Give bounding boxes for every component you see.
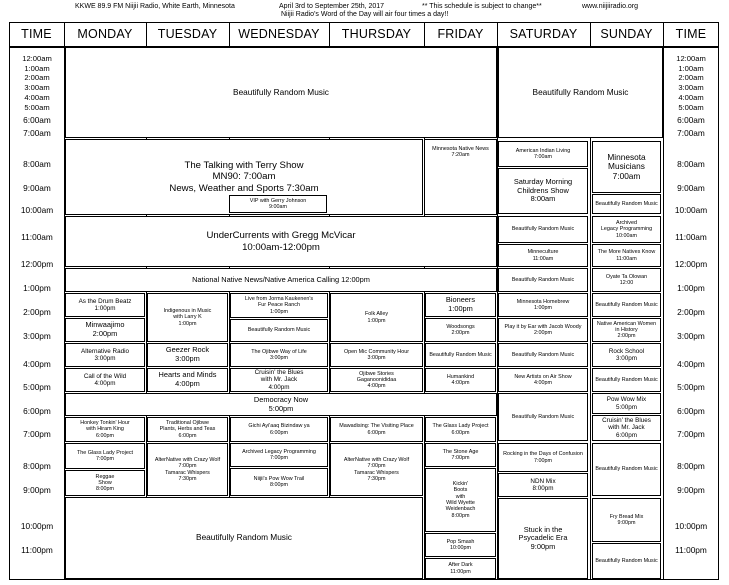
time-label-left: 7:00pm xyxy=(23,429,51,439)
program-text-line: 4:00pm xyxy=(451,380,470,386)
program-text-line: 8:00pm xyxy=(270,482,288,488)
program-block[interactable] xyxy=(147,443,228,496)
program-text-line: Beautifully Random Music xyxy=(595,200,658,207)
website[interactable]: www.niijiiradio.org xyxy=(582,3,639,10)
time-label-right: 9:00pm xyxy=(677,485,705,495)
program-text-line: Live from Jorma Kaukenen's xyxy=(244,296,314,303)
program-text-line: 4:00pm xyxy=(268,383,290,391)
time-label-right: 1:00pm xyxy=(677,283,705,293)
program-text-line: 2:00pm xyxy=(617,333,636,340)
program-block[interactable] xyxy=(425,343,496,367)
col-header-saturday: SATURDAY xyxy=(509,27,578,41)
program-block[interactable] xyxy=(498,473,588,497)
program-text-line: 9:00pm xyxy=(617,520,636,526)
time-label-right: 11:00pm xyxy=(675,545,707,555)
col-header-sunday: SUNDAY xyxy=(600,27,653,41)
program-text-line: Democracy Now xyxy=(253,394,309,404)
program-block[interactable] xyxy=(592,318,661,342)
program-block[interactable] xyxy=(230,343,328,367)
program-text-line: National Native News/Native America Calling 12:00pm xyxy=(192,274,370,284)
program-block[interactable] xyxy=(425,443,496,467)
program-block[interactable] xyxy=(592,293,661,317)
program-block[interactable] xyxy=(230,319,328,342)
program-text-line: Folk Alley xyxy=(364,311,389,318)
program-block[interactable] xyxy=(425,293,496,317)
program-block[interactable] xyxy=(425,468,496,532)
program-text-line: Mawadising: The Visiting Place xyxy=(339,423,414,430)
program-text-line: 1:00pm xyxy=(534,305,552,311)
program-block[interactable] xyxy=(592,343,661,367)
program-text-line: 3:00pm xyxy=(367,355,386,361)
program-text-line: Beautifully Random Music xyxy=(511,226,575,233)
program-block[interactable] xyxy=(498,318,588,342)
program-text-line: 6:00pm xyxy=(451,429,470,436)
program-text-line: Oyate Ta Olowan xyxy=(605,273,648,280)
program-block[interactable] xyxy=(592,141,661,193)
time-label-left: 1:00pm xyxy=(23,283,51,293)
time-label-right: 9:00am xyxy=(677,183,705,193)
program-block[interactable] xyxy=(65,368,145,392)
program-block[interactable] xyxy=(498,168,588,214)
program-block[interactable] xyxy=(65,497,423,579)
program-block[interactable] xyxy=(65,293,145,317)
program-block[interactable] xyxy=(498,498,588,579)
time-label-left: 5:00am xyxy=(24,103,50,112)
program-block[interactable] xyxy=(425,533,496,557)
program-text-line: Fry Bread Mix xyxy=(609,513,644,520)
time-label-right: 11:00am xyxy=(675,232,707,242)
time-label-left: 5:00pm xyxy=(23,382,51,392)
time-label-left: 3:00am xyxy=(24,83,50,92)
program-text-line: Gaganoonididaa xyxy=(356,376,397,383)
program-text-line: Indigenous in Music xyxy=(163,308,212,315)
program-text-line: 7:00pm xyxy=(270,455,288,461)
program-text-line: Beautifully Random Music xyxy=(247,327,311,334)
program-block[interactable] xyxy=(65,443,145,469)
time-label-left: 2:00am xyxy=(24,73,50,82)
program-text-line: 8:00pm xyxy=(96,486,114,493)
time-label-right: 6:00pm xyxy=(677,406,705,416)
program-block[interactable] xyxy=(230,293,328,318)
col-header-tuesday: TUESDAY xyxy=(157,27,218,41)
program-block[interactable] xyxy=(592,194,661,214)
time-label-right: 3:00am xyxy=(678,83,704,92)
col-header-friday: FRIDAY xyxy=(437,27,484,41)
program-text-line: 7:00pm xyxy=(534,457,552,464)
program-text-line: Beautifully Random Music xyxy=(511,413,575,420)
program-text-line: Show xyxy=(98,479,112,486)
program-block[interactable] xyxy=(147,417,228,442)
program-text-line: 7:00am xyxy=(534,154,552,160)
time-label-left: 4:00pm xyxy=(23,359,51,369)
program-block[interactable] xyxy=(65,216,497,267)
program-block[interactable] xyxy=(498,216,588,243)
program-block[interactable] xyxy=(65,417,145,442)
time-label-right: 4:00pm xyxy=(677,359,705,369)
program-text-line: Ojibwe Stories xyxy=(359,370,394,377)
program-text-line: Legacy Programming xyxy=(600,226,653,233)
program-text-line: Minnesota xyxy=(607,151,646,162)
time-label-right: 10:00pm xyxy=(674,521,708,531)
program-text-line: 2:00pm xyxy=(92,329,118,338)
program-text-line: Beautifully Random Music xyxy=(532,86,629,97)
program-text-line: 8:00pm xyxy=(532,485,554,492)
program-text-line: Musicians xyxy=(608,161,645,172)
time-label-right: 1:00am xyxy=(678,64,704,73)
program-text-line: in History xyxy=(615,326,638,333)
program-text-line: 7:00pm xyxy=(96,456,114,462)
program-text-line: Beautifully Random Music xyxy=(595,376,658,383)
program-text-line: The Ojibwe Way of Life xyxy=(251,348,307,355)
program-text-line: Play it by Ear with Jacob Woody xyxy=(504,323,582,330)
program-text-line: Call of the Wild xyxy=(83,372,127,380)
program-text-line: Cruisin' the Blues xyxy=(254,369,304,377)
program-text-line: 8:00am xyxy=(530,194,556,204)
program-text-line: Stuck in the xyxy=(523,524,563,534)
program-text-line: The Stone Age xyxy=(442,448,479,455)
program-block[interactable] xyxy=(592,415,661,441)
program-block[interactable] xyxy=(330,368,423,392)
program-text-line: Honkey Tonkin' Hour xyxy=(80,420,130,427)
time-label-right: 3:00pm xyxy=(677,331,705,341)
program-block[interactable] xyxy=(330,443,423,496)
program-text-line: 1:00pm xyxy=(94,305,116,312)
program-text-line: Beautifully Random Music xyxy=(595,557,658,564)
program-text-line: 6:00pm xyxy=(615,431,637,439)
program-text-line: Rocking in the Days of Confusion xyxy=(503,451,583,458)
time-label-right: 5:00pm xyxy=(677,382,705,392)
program-text-line: Niijii's Pow Wow Trail xyxy=(253,475,305,482)
time-label-right: 8:00pm xyxy=(677,461,705,471)
program-text-line: 5:00pm xyxy=(268,403,294,413)
program-text-line: 2:00pm xyxy=(534,330,552,336)
program-block[interactable] xyxy=(498,343,588,367)
program-text-line: Open Mic Community Hour xyxy=(343,348,409,355)
program-text-line: After Dark xyxy=(448,562,473,569)
program-block[interactable] xyxy=(65,393,497,416)
time-label-left: 9:00pm xyxy=(23,485,51,495)
program-text-line: Beautifully Random Music xyxy=(511,276,575,283)
time-label-left: 12:00am xyxy=(22,54,52,63)
program-text-line: Beautifully Random Music xyxy=(595,466,658,473)
program-block[interactable] xyxy=(229,195,327,213)
program-text-line: Pow Wow Mix xyxy=(606,396,647,404)
program-text-line: 7:00pm xyxy=(451,455,470,461)
program-text-line: MN90: 7:00am xyxy=(212,171,276,183)
program-text-line: Alternative Radio xyxy=(81,347,129,355)
program-text-line: 4:00pm xyxy=(175,379,200,388)
program-text-line: Tamarac Whispers xyxy=(165,469,210,476)
time-label-right: 8:00am xyxy=(677,159,705,169)
program-text-line: 3:00pm xyxy=(270,355,288,361)
time-label-right: 12:00pm xyxy=(674,259,708,269)
program-block[interactable] xyxy=(498,293,588,317)
program-text-line: 1:00pm xyxy=(448,304,473,313)
program-block[interactable] xyxy=(65,343,145,367)
program-text-line: 3:00pm xyxy=(615,355,637,362)
program-text-line: Woodsongs xyxy=(446,323,475,330)
program-text-line: 11:00am xyxy=(532,255,554,262)
word-of-day-notice: Niijii Radio's Word of the Day will air four times a day!! xyxy=(281,11,449,18)
time-label-right: 2:00am xyxy=(678,73,704,82)
program-text-line: Minnesota Native News xyxy=(432,146,489,152)
program-block[interactable] xyxy=(592,443,661,496)
program-text-line: 2:00pm xyxy=(451,330,470,336)
col-header-time-right: TIME xyxy=(675,27,707,41)
program-text-line: 4:00pm xyxy=(534,380,552,386)
program-text-line: Reggae xyxy=(95,473,115,480)
program-block[interactable] xyxy=(147,368,228,392)
time-label-left: 8:00pm xyxy=(23,461,51,471)
program-text-line: Gichi Ayi'aaq Bizindaw ya xyxy=(248,423,310,430)
program-text-line: AlterNative with Crazy Wolf xyxy=(154,456,221,463)
time-label-left: 3:00pm xyxy=(23,331,51,341)
time-label-left: 10:00am xyxy=(20,205,54,215)
program-text-line: Minwaajimo xyxy=(85,320,125,330)
program-text-line: 6:00pm xyxy=(178,432,197,439)
time-label-left: 10:00pm xyxy=(20,521,54,531)
program-block[interactable] xyxy=(592,368,661,392)
time-label-right: 5:00am xyxy=(678,103,704,112)
program-text-line: 10:00am xyxy=(616,232,637,239)
program-block[interactable] xyxy=(330,343,423,367)
program-text-line: Archived Legacy Programming xyxy=(242,448,316,455)
program-block[interactable] xyxy=(65,470,145,496)
col-header-monday: MONDAY xyxy=(77,27,133,41)
program-text-line: As the Drum Beatz xyxy=(78,297,132,305)
program-text-line: The Talking with Terry Show xyxy=(184,159,304,171)
time-label-right: 6:00am xyxy=(677,115,705,125)
program-text-line: 6:00pm xyxy=(367,429,386,436)
program-text-line: 8:00pm xyxy=(451,512,470,519)
program-block[interactable] xyxy=(425,368,496,392)
program-block[interactable] xyxy=(330,417,423,442)
program-text-line: The Glass Lady Project xyxy=(76,449,134,456)
program-text-line: 4:00pm xyxy=(367,383,386,390)
program-block[interactable] xyxy=(498,141,588,167)
time-label-left: 8:00am xyxy=(23,159,51,169)
program-text-line: 6:00pm xyxy=(96,432,114,439)
program-text-line: Psycadelic Era xyxy=(518,533,568,543)
program-text-line: 9:00pm xyxy=(530,541,556,551)
program-block[interactable] xyxy=(424,139,497,215)
program-block[interactable] xyxy=(498,393,588,441)
program-block[interactable] xyxy=(498,47,663,138)
program-block[interactable] xyxy=(65,318,145,342)
program-text-line: Native American Women xyxy=(596,320,657,327)
program-block[interactable] xyxy=(498,244,588,267)
program-text-line: Fur Peace Ranch xyxy=(258,302,300,309)
program-text-line: UnderCurrents with Gregg McVicar xyxy=(206,230,356,241)
time-label-left: 9:00am xyxy=(23,183,51,193)
program-text-line: 10:00pm xyxy=(450,545,471,551)
program-text-line: Bioneers xyxy=(445,295,476,305)
time-label-left: 6:00am xyxy=(23,115,51,125)
schedule-dates: April 3rd to September 25th, 2017 xyxy=(279,3,385,10)
program-text-line: 7:00pm xyxy=(367,463,386,470)
program-text-line: Plants, Herbs and Teas xyxy=(159,426,216,433)
program-block[interactable] xyxy=(425,318,496,342)
program-text-line: Minneculture xyxy=(527,249,559,256)
program-text-line: Geezer Rock xyxy=(165,345,210,355)
program-text-line: with Hiram King xyxy=(86,426,124,433)
program-text-line: Pop Smash xyxy=(446,538,475,545)
program-text-line: Hearts and Minds xyxy=(158,370,217,380)
station-info: KKWE 89.9 FM Niijii Radio, White Earth, Minnesota xyxy=(75,3,235,10)
program-text-line: 10:00am-12:00pm xyxy=(242,241,320,253)
program-text-line: Childrens Show xyxy=(517,185,569,195)
time-label-left: 12:00pm xyxy=(20,259,54,269)
program-text-line: Weidenbach xyxy=(445,506,476,513)
program-block[interactable] xyxy=(498,368,588,392)
program-text-line: Humankind xyxy=(446,373,475,380)
program-text-line: Beautifully Random Music xyxy=(511,351,575,358)
program-text-line: Traditional Ojibwe xyxy=(166,420,209,427)
program-text-line: Kickin' xyxy=(452,481,469,488)
program-text-line: Beautifully Random Music xyxy=(595,301,658,308)
program-block[interactable] xyxy=(330,293,423,342)
time-label-right: 4:00am xyxy=(678,93,704,102)
program-text-line: 1:00pm xyxy=(270,308,288,315)
program-block[interactable] xyxy=(498,443,588,472)
col-header-time-left: TIME xyxy=(21,27,52,41)
program-block[interactable] xyxy=(230,368,328,392)
program-text-line: 11:00am xyxy=(616,255,637,262)
program-text-line: with xyxy=(455,493,466,500)
program-text-line: 6:00pm xyxy=(270,429,288,436)
program-text-line: New Artists on Air Show xyxy=(514,373,572,380)
program-block[interactable] xyxy=(592,244,661,267)
program-text-line: American Indian Living xyxy=(515,147,571,154)
program-text-line: 5:00pm xyxy=(615,403,637,411)
time-label-right: 12:00am xyxy=(676,54,706,63)
program-text-line: Boots xyxy=(453,487,468,494)
time-label-right: 10:00am xyxy=(674,205,708,215)
program-block[interactable] xyxy=(425,558,496,579)
program-text-line: The Glass Lady Project xyxy=(432,423,489,430)
program-text-line: NDN Mix xyxy=(530,477,556,485)
program-text-line: 7:00am xyxy=(612,170,641,181)
program-text-line: Beautifully Random Music xyxy=(429,351,492,358)
program-text-line: 3:00pm xyxy=(175,354,200,363)
time-label-left: 6:00pm xyxy=(23,406,51,416)
program-text-line: 11:00pm xyxy=(450,568,471,575)
program-text-line: Wild Wyette xyxy=(446,500,475,506)
program-block[interactable] xyxy=(498,268,588,292)
program-block[interactable] xyxy=(592,268,661,292)
program-block[interactable] xyxy=(592,393,661,414)
program-block[interactable] xyxy=(65,268,497,292)
program-text-line: Archived xyxy=(616,220,637,227)
program-block[interactable] xyxy=(65,47,497,138)
program-text-line: Tamarac Whispers xyxy=(354,469,399,476)
program-block[interactable] xyxy=(592,498,661,542)
program-text-line: VIP with Gerry Johnson xyxy=(249,197,307,204)
program-text-line: AlterNative with Crazy Wolf xyxy=(343,456,410,463)
col-header-wednesday: WEDNESDAY xyxy=(238,27,320,41)
program-text-line: Minnesota Homebrew xyxy=(516,298,570,305)
program-block[interactable] xyxy=(425,417,496,442)
program-block[interactable] xyxy=(147,293,228,342)
program-text-line: with Mr. Jack xyxy=(608,424,645,432)
program-text-line: 3:00pm xyxy=(94,355,116,362)
change-notice: ** This schedule is subject to change** xyxy=(422,3,542,10)
time-label-right: 2:00pm xyxy=(677,307,705,317)
program-text-line: The More Natives Know xyxy=(597,249,656,256)
program-text-line: 7:30pm xyxy=(178,475,197,482)
program-text-line: News, Weather and Sports 7:30am xyxy=(169,182,319,194)
program-text-line: Beautifully Random Music xyxy=(196,532,292,543)
col-header-thursday: THURSDAY xyxy=(341,27,412,41)
program-text-line: Saturday Morning xyxy=(513,177,573,187)
program-text-line: Rock School xyxy=(608,347,645,355)
program-text-line: with Larry K xyxy=(173,314,202,321)
program-text-line: 1:00pm xyxy=(367,317,386,324)
time-label-left: 7:00am xyxy=(23,128,51,138)
time-label-left: 11:00am xyxy=(21,232,53,242)
program-text-line: 7:30pm xyxy=(367,475,386,482)
program-block[interactable] xyxy=(230,417,328,442)
program-block[interactable] xyxy=(592,543,661,579)
time-label-left: 2:00pm xyxy=(23,307,51,317)
program-text-line: 7:20am xyxy=(451,152,470,159)
time-label-right: 7:00pm xyxy=(677,429,705,439)
time-label-right: 7:00am xyxy=(677,128,705,138)
time-label-left: 1:00am xyxy=(24,64,50,73)
program-block[interactable] xyxy=(230,443,328,467)
program-text-line: Beautifully Random Music xyxy=(233,86,329,97)
time-label-left: 11:00pm xyxy=(21,545,53,555)
program-text-line: 7:00pm xyxy=(178,463,197,470)
program-block[interactable] xyxy=(147,343,228,367)
program-block[interactable] xyxy=(592,216,661,243)
program-text-line: 1:00pm xyxy=(178,320,197,327)
program-text-line: Cruisin' the Blues xyxy=(602,417,651,425)
program-block[interactable] xyxy=(230,468,328,496)
time-label-left: 4:00am xyxy=(24,93,50,102)
program-text-line: 4:00pm xyxy=(94,380,116,387)
program-text-line: 12:00 xyxy=(619,280,634,286)
program-text-line: with Mr. Jack xyxy=(260,376,298,384)
program-text-line: 9:00am xyxy=(269,204,287,210)
